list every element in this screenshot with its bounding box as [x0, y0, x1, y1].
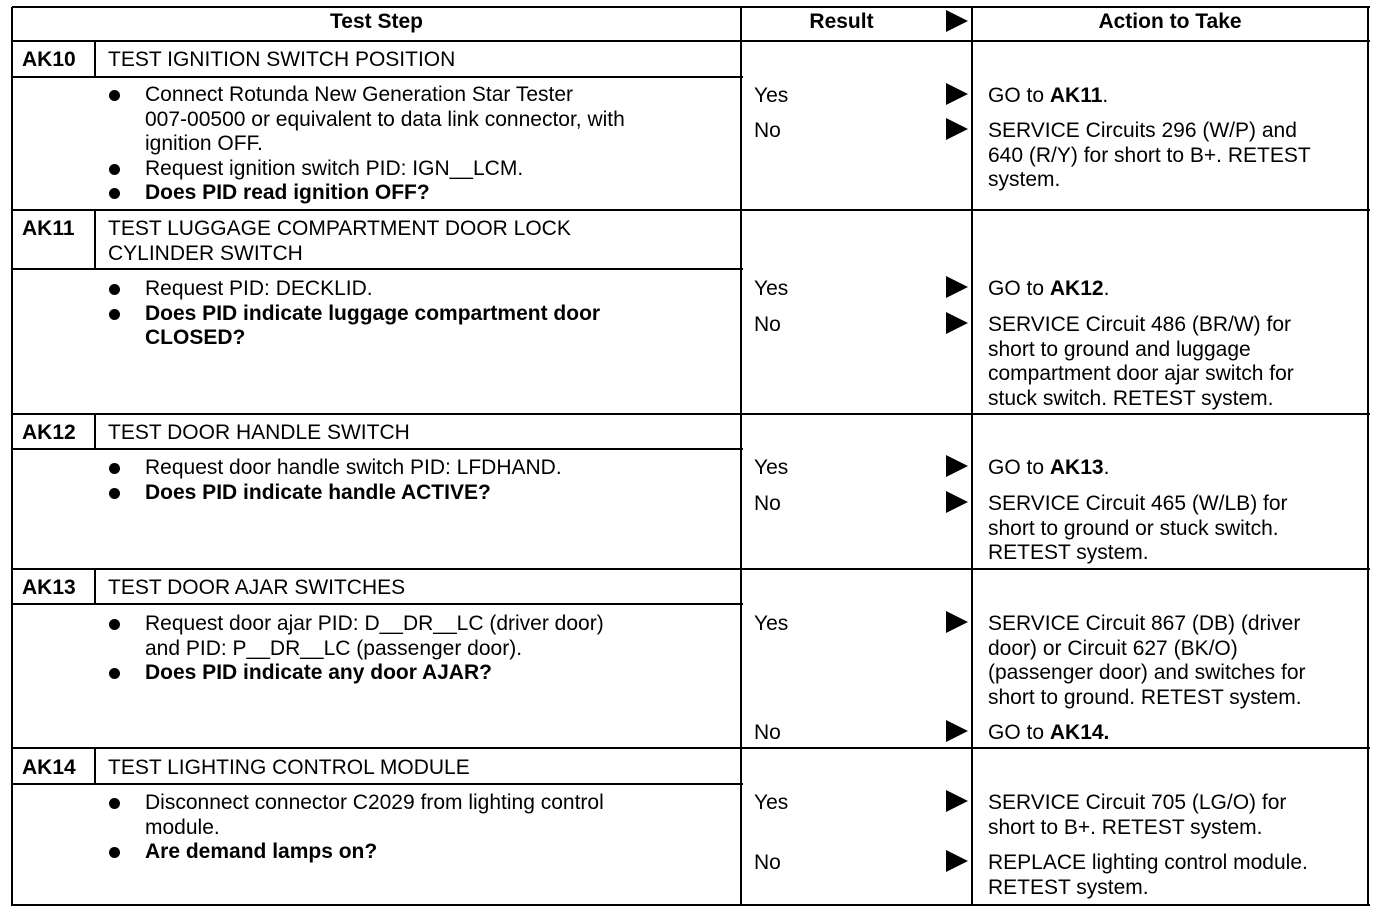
step-id-divider [94, 210, 96, 270]
step-title: TEST LIGHTING CONTROL MODULE [108, 756, 470, 779]
step-instruction: ignition OFF. [145, 132, 263, 155]
table-top-border [12, 6, 1370, 8]
step-instruction: Request door ajar PID: D__DR__LC (driver door) [145, 612, 604, 635]
step-question: Does PID indicate any door AJAR? [145, 661, 492, 684]
step-question: Are demand lamps on? [145, 840, 378, 863]
result-yes-label: Yes [754, 277, 789, 300]
step-instruction: Disconnect connector C2029 from lighting control [145, 791, 604, 814]
action-line [988, 84, 1108, 109]
action-text: SERVICE Circuit 705 (LG/O) for [988, 791, 1287, 814]
step-id-divider [94, 41, 96, 78]
bullet-icon [109, 90, 120, 101]
step-id: AK12 [22, 421, 76, 444]
action-line [988, 517, 1279, 542]
action-text: system. [988, 168, 1061, 191]
action-text: compartment door ajar switch for [988, 362, 1294, 385]
result-arrow-icon [946, 455, 968, 477]
action-text: SERVICE Circuit 465 (W/LB) for [988, 492, 1288, 515]
step-instruction: and PID: P__DR__LC (passenger door). [145, 636, 523, 660]
step-title-divider [12, 603, 743, 605]
bullet-icon [109, 668, 120, 679]
step-bottom-border [12, 568, 1370, 570]
action-text: stuck switch. RETEST system. [988, 386, 1274, 410]
step-id: AK11 [22, 217, 75, 240]
step-id-divider [94, 569, 96, 605]
action-goto-step: AK14. [1049, 721, 1110, 744]
result-arrow-icon [946, 118, 968, 140]
action-line [988, 387, 1274, 412]
action-line [988, 362, 1294, 387]
header-bottom-border [12, 40, 1370, 42]
step-bottom-border [12, 747, 1370, 749]
result-column-border [740, 7, 742, 906]
action-text: SERVICE Circuit 486 (BR/W) for [988, 313, 1292, 336]
action-line [988, 816, 1262, 841]
step-id-divider [94, 414, 96, 450]
action-text: GO to [988, 277, 1050, 300]
step-bottom-border [12, 413, 1370, 415]
result-arrow-icon [946, 611, 968, 633]
bullet-icon [109, 309, 120, 320]
action-line [988, 456, 1109, 481]
table-right-border [1367, 7, 1369, 906]
action-text: SERVICE Circuits 296 (W/P) and [988, 119, 1297, 142]
action-line [988, 541, 1149, 566]
bullet-icon [109, 188, 120, 199]
step-title: CYLINDER SWITCH [108, 241, 303, 265]
action-text: RETEST system. [988, 875, 1149, 899]
action-column-border [971, 7, 973, 906]
step-id: AK14 [22, 756, 76, 779]
header-test-step: Test Step [330, 10, 423, 33]
step-instruction: Connect Rotunda New Generation Star Tester [145, 83, 574, 106]
step-bottom-border [12, 904, 1370, 906]
step-title-divider [12, 783, 743, 785]
header-result: Result [809, 10, 874, 33]
step-question: Does PID indicate handle ACTIVE? [145, 480, 491, 504]
result-yes-label: Yes [754, 84, 789, 107]
action-goto-step: AK13 [1049, 456, 1104, 479]
step-id: AK10 [22, 48, 76, 71]
action-text: SERVICE Circuit 867 (DB) (driver [988, 612, 1301, 635]
action-line [988, 277, 1109, 302]
action-line [988, 791, 1286, 816]
step-title: TEST IGNITION SWITCH POSITION [108, 48, 456, 71]
bullet-icon [109, 164, 120, 175]
bullet-icon [109, 488, 120, 499]
action-text: . [1102, 84, 1109, 107]
result-no-label: No [754, 851, 781, 874]
result-arrow-icon [946, 491, 968, 513]
result-arrow-icon [946, 312, 968, 334]
bullet-icon [109, 798, 120, 809]
result-arrow-icon [946, 83, 968, 105]
action-text: door) or Circuit 627 (BK/O) [988, 636, 1238, 660]
step-question: Does PID read ignition OFF? [145, 181, 430, 204]
action-line [988, 338, 1251, 363]
action-text: GO to [988, 721, 1050, 744]
result-no-label: No [754, 492, 781, 515]
step-instruction: Request ignition switch PID: IGN__LCM. [145, 156, 524, 180]
action-text: short to ground. RETEST system. [988, 685, 1302, 709]
action-text: short to B+. RETEST system. [988, 815, 1263, 839]
action-text: 640 (R/Y) for short to B+. RETEST [988, 143, 1311, 167]
result-yes-label: Yes [754, 456, 789, 479]
action-line [988, 721, 1109, 746]
step-title: TEST DOOR AJAR SWITCHES [108, 576, 406, 599]
action-text: short to ground and luggage [988, 337, 1251, 361]
step-title: TEST DOOR HANDLE SWITCH [108, 421, 410, 444]
step-instruction: Request PID: DECKLID. [145, 277, 373, 300]
action-line [988, 876, 1149, 901]
action-line [988, 661, 1306, 686]
action-text: GO to [988, 456, 1050, 479]
action-text: short to ground or stuck switch. [988, 516, 1279, 540]
step-instruction: module. [145, 815, 220, 839]
action-text: . [1103, 456, 1110, 479]
step-title-divider [12, 76, 743, 78]
action-text: (passenger door) and switches for [988, 661, 1306, 684]
action-goto-step: AK11 [1049, 84, 1103, 107]
action-line [988, 168, 1060, 193]
step-title: TEST LUGGAGE COMPARTMENT DOOR LOCK [108, 217, 571, 240]
step-instruction: Request door handle switch PID: LFDHAND. [145, 456, 562, 479]
step-instruction: 007-00500 or equivalent to data link connector, with [145, 107, 625, 131]
bullet-icon [109, 284, 120, 295]
step-id-divider [94, 748, 96, 785]
header-arrow-icon [946, 10, 968, 32]
table-left-border [11, 7, 13, 906]
action-line [988, 144, 1311, 169]
action-line [988, 612, 1300, 637]
step-title-divider [12, 268, 743, 270]
action-text: GO to [988, 84, 1050, 107]
result-yes-label: Yes [754, 612, 789, 635]
result-no-label: No [754, 119, 781, 142]
action-line [988, 492, 1288, 517]
result-arrow-icon [946, 276, 968, 298]
result-no-label: No [754, 721, 781, 744]
action-line [988, 313, 1291, 338]
header-action: Action to Take [1098, 10, 1242, 33]
action-line [988, 119, 1297, 144]
step-question: Does PID indicate luggage compartment door [145, 301, 601, 325]
step-title-divider [12, 448, 743, 450]
step-id: AK13 [22, 576, 76, 599]
action-line [988, 686, 1302, 711]
action-text: REPLACE lighting control module. [988, 851, 1308, 874]
action-goto-step: AK12 [1049, 277, 1104, 300]
result-arrow-icon [946, 850, 968, 872]
result-arrow-icon [946, 720, 968, 742]
step-bottom-border [12, 209, 1370, 211]
result-no-label: No [754, 313, 781, 336]
action-text: . [1103, 277, 1110, 300]
bullet-icon [109, 619, 120, 630]
action-line [988, 851, 1308, 876]
step-question: CLOSED? [145, 326, 246, 349]
bullet-icon [109, 847, 120, 858]
result-arrow-icon [946, 790, 968, 812]
bullet-icon [109, 463, 120, 474]
action-text: RETEST system. [988, 541, 1149, 564]
result-yes-label: Yes [754, 791, 789, 814]
action-line [988, 637, 1238, 662]
